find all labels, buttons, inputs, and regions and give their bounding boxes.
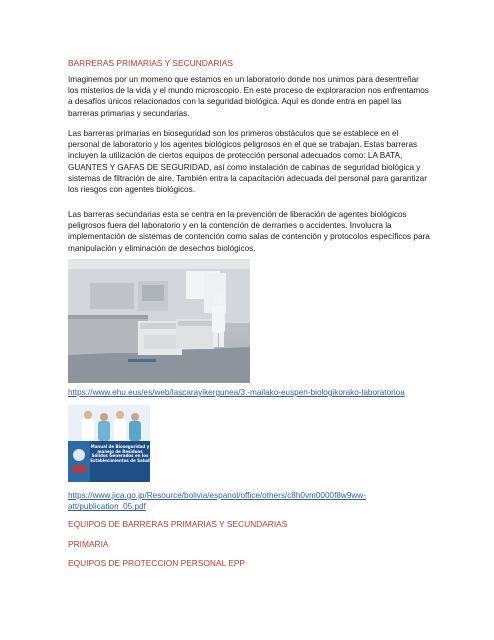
- section-heading-barreras: BARRERAS PRIMARIAS Y SECUNDARIAS: [68, 58, 233, 68]
- subheading-epp: EQUIPOS DE PROTECCION PERSONAL EPP: [68, 558, 245, 568]
- subheading-primaria: PRIMARIA: [68, 539, 109, 549]
- manual-source-link[interactable]: https://www.jica.go.jp/Resource/bolivia/espanol/office/others/c8h0vm0000f8w9ww-att/publication_05.pdf: [68, 491, 366, 512]
- intro-paragraph: Imaginemos por un momeno que estamos en un laboratorio donde nos unimos para desentreñar los misterios de la vida y el mundo microscopio. En este proceso de exploraracion nos enfrentamos a desafíos únicos relacionados con la seguridad biológica. Aquí es donde entra en papel las barreras primarias y secundarias.: [68, 75, 429, 118]
- secondary-barriers-paragraph: Las barreras secundarias esta se centra en la prevención de liberación de agentes biológicos peligrosos fuera del laboratorio y en la contención de derrames o accidentes. Involucra la implementación de sistemas de contención como salas de contención y protocolos específicos para manipulación y eliminación de desechos biológicos.: [68, 210, 430, 253]
- manual-cover-title: Manual de Bioseguridad y manejo de Residuos Sólidos Generados en los Establecimientos de Salud: [90, 444, 150, 463]
- biosafety-manual-cover: [68, 405, 150, 482]
- laboratory-photo: [68, 259, 250, 383]
- section-heading-equipos: EQUIPOS DE BARRERAS PRIMARIAS Y SECUNDARIAS: [68, 519, 288, 529]
- primary-barriers-paragraph: Las barreras primarias en bioseguridad son los primeros obstáculos que se establece en el personal de laboratorio y los agentes biológicos peligrosos en el que se trabajan. Estas barreras incluyen la utilización de ciertos equipos de protección personal adecuados como: LA BATA, GUANTES Y GAFAS DE SEGURIDAD, así como instalación de cabinas de seguridad biológica y sistemas de filtración de aire. También entra la capacitación adecuada del personal para garantizar los riesgos con agentes biológicos.: [68, 129, 427, 195]
- lab-source-link[interactable]: https://www.ehu.eus/es/web/lascarayikergunea/3.-mailako-euspen-biologikorako-laboratorioa: [68, 388, 405, 397]
